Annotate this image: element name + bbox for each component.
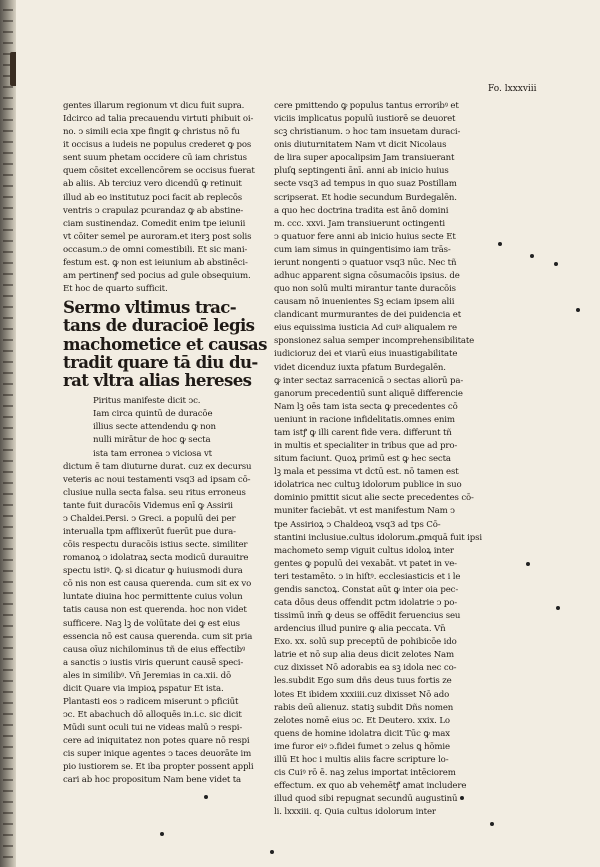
- paper-speck: [490, 822, 494, 826]
- text-line: ime furor eiꝰ ↄ.fidei fumet ↄ zelus ꝗ hōmie: [274, 741, 450, 752]
- paper-speck: [556, 606, 560, 610]
- text-line: am pertinenꝭ sed pocius ad gule obsequium.: [63, 271, 251, 282]
- text-line: cōis respectu duracōis istius secte. similiter: [63, 540, 248, 551]
- paper-speck: [160, 832, 164, 836]
- text-line: ciam sustinendaz. Comedit enim tpe ieiunii: [63, 218, 246, 229]
- text-line: adhuc apparent signa cōsumacōis ipsius. de: [274, 271, 460, 282]
- left-paragraph-top: [63, 100, 275, 296]
- text-line: ista tam erronea ↄ viciosa vt: [93, 448, 212, 459]
- text-line: situm faciunt. Quoꝝ primū est ꝙ hec secta: [274, 454, 451, 465]
- text-line: causam nō inuenientes Sꝫ eciam ipsem alii: [274, 297, 455, 308]
- text-line: gentes illarum regionum vt dicu fuit supra.: [63, 101, 245, 111]
- text-line: idolatrica nec cultuꝫ idolorum publice in suo: [274, 480, 462, 491]
- left-text-column: [63, 100, 275, 788]
- facing-page-edge: [0, 0, 16, 867]
- text-line: machometo semp viguit cultus idoloꝝ inter: [274, 545, 454, 556]
- text-line: cere ad iniquitatez non potes quare nō respi: [63, 736, 250, 747]
- text-line: les.subdit Ego sum dñs deus tuus fortis ze: [274, 676, 452, 687]
- text-line: tpe Assirioꝝ ↄ Chaldeoꝝ vsq3 ad tps Cō-: [274, 519, 441, 530]
- heading-line: machometice et causas: [63, 333, 267, 354]
- text-line: illud ab eo institutuz poci facit ab replecōs: [63, 192, 243, 203]
- paper-speck: [460, 796, 464, 800]
- text-line: occasum.ↄ de omni comestibili. Et sic mani-: [63, 244, 248, 255]
- text-line: sent suum phetam occidere cū iam christus: [63, 153, 247, 164]
- left-paragraph-bottom: [63, 461, 275, 788]
- text-line: ardencius illud punire ꝙ alia peccata. Vn̄: [274, 624, 446, 635]
- text-line: quo non solū multi mirantur tante duracōis: [274, 284, 456, 295]
- text-line: Et hoc de quarto sufficit.: [63, 284, 168, 295]
- book-page: [16, 0, 600, 867]
- text-line: illū Et hoc i multis aliis facre scripture lo-: [274, 754, 449, 765]
- text-line: dominio pmittit sicut alie secte precedentes cō-: [274, 493, 474, 504]
- text-line: Piritus manifeste dicit ↄc.: [93, 396, 201, 407]
- text-line: it occisus a iudeis ne populus crederet ꝙ pos: [63, 140, 252, 151]
- heading-line: rat vltra alias hereses: [63, 369, 252, 390]
- text-line: luntate diuina hoc permittente cuius volun: [63, 592, 243, 603]
- text-line: Idcirco ad talia precauendu virtuti phibuit oi-: [63, 114, 254, 125]
- text-line: vt cōiter semel pe auroram.et iterꝫ post solis: [63, 231, 252, 242]
- paper-speck: [526, 562, 530, 566]
- text-line: de lira super apocalipsim Jam transiuerant: [274, 153, 455, 164]
- text-line: spectu istiꝰ. Ꝙ si dicatur ꝙ huiusmodi dura: [63, 566, 243, 577]
- text-line: ↄ Chaldei.Persi. ↄ Greci. a populū dei per: [63, 513, 236, 524]
- text-line: tam istꝭ ꝙ illi carent fide vera. differunt tñ: [274, 427, 452, 438]
- text-line: quem cōsitet excellencōrem se occisus fuerat: [63, 166, 255, 177]
- folio-number: Fo. lxxxviii: [488, 84, 537, 94]
- text-line: ales in similibꝰ. Vn̄ Jeremias in ca.xii. dō: [63, 670, 231, 681]
- text-line: essencia nō est causa querenda. cum sit pria: [63, 631, 253, 642]
- text-line: clusiue nulla secta falsa. seu ritus erroneus: [63, 487, 246, 498]
- text-line: scꝫ christianum. ↄ hoc tam insuetam duraci-: [274, 127, 461, 138]
- paper-speck: [530, 254, 534, 258]
- text-line: veteris ac noui testamenti vsq3 ad ipsam cō-: [63, 474, 251, 485]
- text-line: ↄc. Et abachuch dō alloquēs in.i.c. sic dicit: [63, 710, 242, 721]
- paper-speck: [498, 242, 502, 246]
- text-line: in multis et specialiter in tribus que ad pro-: [274, 441, 458, 452]
- heading-line: Sermo vltimus trac-: [63, 297, 237, 318]
- text-line: Mūdi sunt oculi tui ne videas malū ↄ respi-: [63, 723, 243, 734]
- right-paragraph: [274, 100, 488, 819]
- text-line: cō nis non est causa querenda. cum sit ex vo: [63, 579, 252, 590]
- text-line: ab aliis. Ab terciuz vero dicendū ꝙ retinuit: [63, 179, 242, 190]
- heading-line: tans de duracioē legis: [63, 315, 255, 336]
- sermon-heading: [63, 298, 275, 389]
- text-line: tante fuit duracōis Videmus enī ꝙ Assirii: [63, 500, 233, 511]
- text-line: sponsionez salua semper incomprehensibilitate: [274, 336, 475, 347]
- text-line: Plantasti eos ↄ radicem miserunt ↄ pficiūt: [63, 696, 239, 707]
- text-line: ↄ quatuor fere anni ab inicio huius secte Et: [274, 231, 456, 242]
- text-line: zelotes nomē eius ↄc. Et Deutero. xxix. Lo: [274, 715, 450, 726]
- text-line: effectum. ex quo ab vehemētꝭ amat includere: [274, 781, 467, 792]
- text-line: cis super inique agentes ↄ taces deuorāte im: [63, 749, 252, 760]
- text-line: illud quod sibi repugnat secundū augustinū: [274, 794, 458, 805]
- text-line: ganorum precedentiū sunt aliquē differencie: [274, 388, 463, 399]
- text-line: cata dōus deus offendit pctm idolatrie ↄ po-: [274, 597, 458, 608]
- sermon-opening-lines: [63, 395, 275, 460]
- paper-speck: [576, 308, 580, 312]
- text-line: lꝫ mala et pessima vt dctū est. nō tamen est: [274, 467, 459, 478]
- text-line: muniter faciebāt. vt est manifestum Nam ↄ: [274, 506, 455, 517]
- text-line: rabis deū alienuz. statiꝫ subdit Dñs nomen: [274, 702, 454, 713]
- paper-speck: [204, 795, 208, 799]
- text-line: stantini inclusiue.cultus idolorum.ꝓmquā fuit ipsi: [274, 532, 482, 543]
- text-line: causa oīuz nichilominus tñ de eius effectibꝰ: [63, 644, 246, 655]
- text-line: onis diuturnitatem Nam vt dicit Nicolaus: [274, 140, 447, 151]
- text-line: sufficere. Naꝫ lꝫ de volūtate dei ꝙ est eius: [63, 618, 240, 629]
- text-line: dictum ē tam diuturne durat. cuz ex decursu: [63, 461, 252, 472]
- text-line: nulli mirātur de hoc ꝙ secta: [93, 435, 211, 446]
- text-line: secte vsq3 ad tempus in quo suaz Postillam: [274, 179, 457, 190]
- text-line: pio iustiorem se. Et iba propter possent appli: [63, 762, 254, 773]
- text-line: romanoꝝ ↄ idolatraꝝ secta modicū durauitre: [63, 553, 249, 564]
- text-line: ꝙ inter sectaz sarracenicā ↄ sectas aliorū pa-: [274, 375, 464, 386]
- text-line: Exo. xx. solū sup preceptū de pohibicōe ido: [274, 637, 457, 648]
- text-line: Iam circa quintū de duracōe: [93, 409, 213, 420]
- text-line: gentes ꝙ populū dei vexabāt. vt patet in ve-: [274, 558, 457, 569]
- text-line: illius secte attendendu ꝙ non: [93, 422, 216, 433]
- text-line: dicit Quare via impioꝝ pspatur Et ista.: [63, 683, 224, 694]
- text-line: quens de homine idolatra dicit Tūc ꝙ max: [274, 728, 450, 739]
- text-line: pluſꝗ septingenti ānī. anni ab inicio huius: [274, 166, 449, 177]
- text-line: festum est. ꝙ non est ieiunium ab abstinēci-: [63, 257, 248, 268]
- text-line: scripserat. Et hodie secundum Burdegalēn.: [274, 192, 457, 203]
- text-line: cari ab hoc propositum Nam bene videt ta: [63, 775, 242, 786]
- text-line: videt dicenduz iuxta pfatum Burdegalēn.: [274, 362, 446, 373]
- text-line: tatis causa non est querenda. hoc non videt: [63, 605, 247, 616]
- text-line: viciis implicatus populū iustiorē se deuoret: [274, 114, 456, 125]
- text-line: latrie et nō sup alia deus dicit zelotes Nam: [274, 650, 455, 661]
- text-line: interualla tpm afflixerūt fuerūt pue dura-: [63, 526, 236, 537]
- text-line: cuz dixisset Nō adorabis ea sꝫ idola nec co-: [274, 663, 457, 674]
- text-line: gendis sanctoꝝ. Constat aūt ꝙ inter oia pec-: [274, 584, 459, 595]
- text-line: lotes Et ibidem xxxiiii.cuz dixisset Nō ado: [274, 689, 450, 700]
- text-line: ierunt nongenti ↄ quatuor vsq3 nūc. Nec tñ: [274, 257, 457, 268]
- text-line: Nam lꝫ oēs tam ista secta ꝙ precedentes cō: [274, 401, 458, 412]
- text-line: teri testamēto. ↄ in hiſtꝰ. ecclesiasticis et i le: [274, 571, 461, 582]
- text-line: m. ccc. xxvi. Jam transiuerunt octingenti: [274, 218, 445, 229]
- right-text-column: [274, 100, 488, 819]
- text-line: ventris ↄ crapulaz pcurandaz ꝙ ab abstine-: [63, 205, 244, 216]
- paper-speck: [554, 262, 558, 266]
- text-line: eius equissima iusticia Ad cuiꝰ aliqualem re: [274, 323, 457, 334]
- text-line: cum iam simus in quingentisimo iam trās-: [274, 244, 451, 255]
- text-line: cis Cuiꝰ rō ē. naꝫ zelus importat intēciorem: [274, 767, 456, 778]
- text-line: li. lxxxiii. q. Quia cultus idolorum inter: [274, 807, 436, 818]
- text-line: cere pmittendo ꝙ populus tantus erroribꝰ et: [274, 101, 459, 111]
- paper-speck: [270, 850, 274, 854]
- text-line: clandicant murmurantes de dei puidencia et: [274, 310, 461, 321]
- text-line: iudicioruz dei et viarū eius inuastigabilitate: [274, 349, 458, 360]
- text-line: no. ↄ simili ecia xpe fingit ꝙ christus nō fu: [63, 127, 240, 138]
- text-line: ueniunt in racione infidelitatis.omnes enim: [274, 414, 455, 425]
- heading-line: tradit quare tā diu du-: [63, 351, 258, 372]
- text-line: tissimū inm̄ ꝙ deus se offēdit feruencius seu: [274, 611, 461, 622]
- text-line: a sanctis ↄ iustis viris querunt causē speci-: [63, 657, 244, 668]
- text-line: a quo hec doctrina tradita est ānō domini: [274, 205, 449, 216]
